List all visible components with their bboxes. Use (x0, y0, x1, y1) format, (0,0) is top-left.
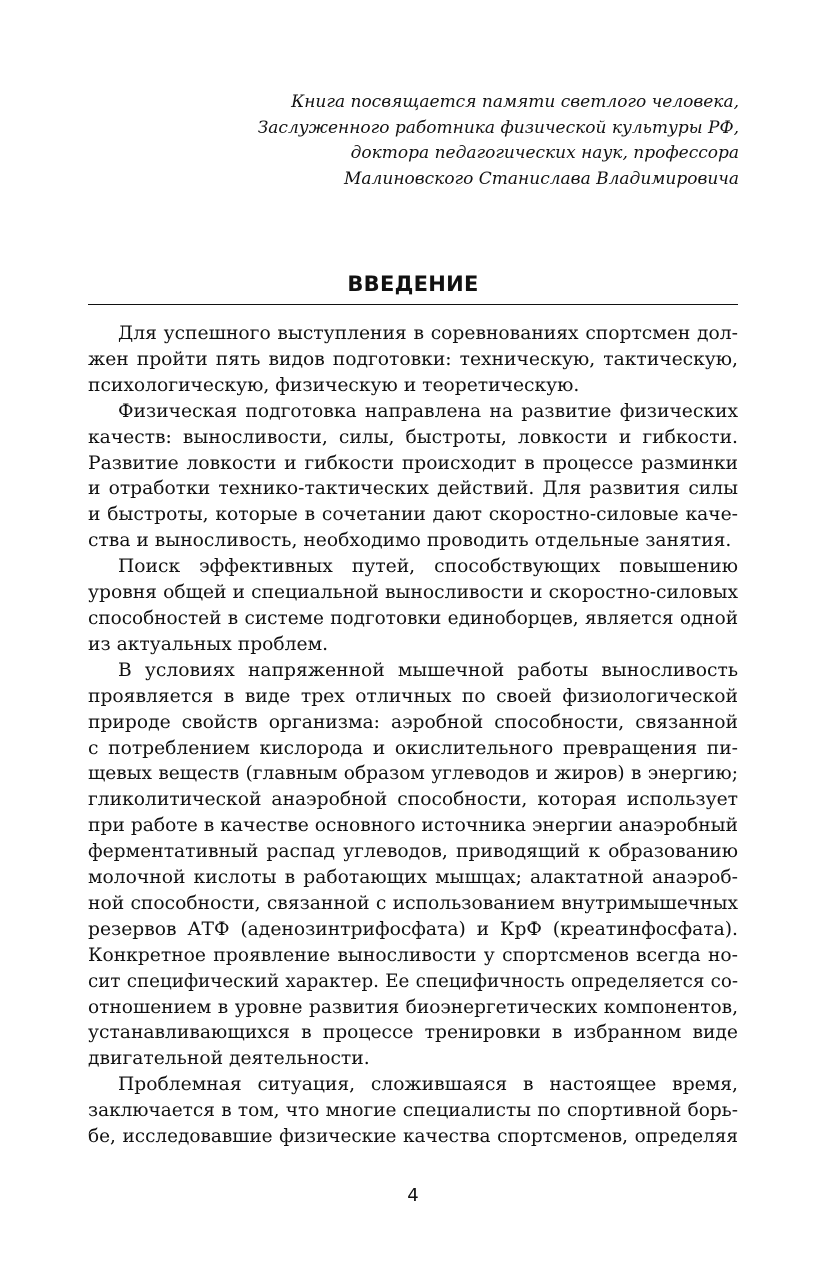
dedication-line: доктора педагогических наук, профессора (350, 143, 739, 163)
text-line: природе свойств организма: аэробной способности, связанной (88, 711, 738, 733)
text-line: резервов АТФ (аденозинтрифосфата) и КрФ (креатинфосфата). (88, 918, 738, 940)
text-line: Для успешного выступления в соревнованиях спортсмен дол- (118, 323, 738, 344)
dedication-epigraph (179, 90, 739, 192)
paragraph (88, 321, 738, 399)
text-line: качеств: выносливости, силы, быстроты, ловкости и гибкости. (88, 426, 738, 448)
heading-divider (88, 304, 738, 305)
text-line: с потреблением кислорода и окислительного превращения пи- (88, 737, 738, 759)
text-line: Конкретное проявление выносливости у спортсменов всегда но- (88, 944, 738, 966)
paragraph (88, 658, 738, 1073)
paragraph (88, 1072, 738, 1150)
page-number: 4 (407, 1185, 419, 1206)
text-line: двигательной деятельности. (88, 1048, 370, 1070)
text-line: отношением в уровне развития биоэнергетических компонентов, (88, 996, 738, 1018)
text-line: и быстроты, которые в сочетании дают скоростно-силовые каче- (88, 504, 738, 526)
text-line: ферментативный распад углеводов, приводящий к образованию (88, 841, 738, 863)
paragraph (88, 399, 738, 554)
text-line: Поиск эффективных путей, способствующих повышению (118, 556, 738, 578)
text-line: ства и выносливость, необходимо проводить отдельные занятия. (88, 530, 732, 552)
body-text (88, 321, 738, 1150)
text-line: бе, исследовавшие физические качества спортсменов, определяя (88, 1126, 738, 1148)
paragraph (88, 554, 738, 658)
dedication-line: Малиновского Станислава Владимировича (344, 168, 739, 189)
text-line: Физическая подготовка направлена на развитие физических (118, 400, 738, 422)
dedication-line: Заслуженного работника физической культуры РФ, (257, 117, 739, 138)
text-line: психологическую, физическую и теоретическую. (88, 374, 580, 396)
text-line: щевых веществ (главным образом углеводов и жиров) в энергию; (88, 763, 738, 785)
dedication-line: Книга посвящается памяти светлого человека, (291, 92, 739, 112)
text-line: гликолитической анаэробной способности, которая использует (88, 789, 738, 811)
text-line: заключается в том, что многие специалисты по спортивной борь- (88, 1100, 738, 1122)
text-line: способностей в системе подготовки единоборцев, является одной (88, 607, 738, 629)
text-line: из актуальных проблем. (88, 633, 329, 655)
text-line: В условиях напряженной мышечной работы выносливость (118, 659, 738, 681)
text-line: Проблемная ситуация, сложившаяся в настоящее время, (118, 1074, 738, 1096)
text-line: при работе в качестве основного источника энергии анаэробный (88, 815, 738, 837)
text-line: и отработки технико-тактических действий. Для развития силы (88, 478, 738, 500)
text-line: молочной кислоты в работающих мышцах; алактатной анаэроб- (88, 867, 738, 889)
text-line: Развитие ловкости и гибкости происходит в процессе разминки (88, 452, 738, 474)
text-line: проявляется в виде трех отличных по своей физиологической (88, 685, 738, 707)
text-line: жен пройти пять видов подготовки: техническую, тактическую, (88, 348, 738, 370)
text-line: уровня общей и специальной выносливости и скоростно-силовых (88, 582, 738, 604)
text-line: сит специфический характер. Ее специфичность определяется со- (88, 970, 738, 992)
text-line: устанавливающихся в процессе тренировки в избранном виде (88, 1022, 738, 1044)
text-line: ной способности, связанной с использованием внутримышечных (88, 892, 738, 914)
chapter-heading: ВВЕДЕНИЕ (347, 272, 479, 296)
